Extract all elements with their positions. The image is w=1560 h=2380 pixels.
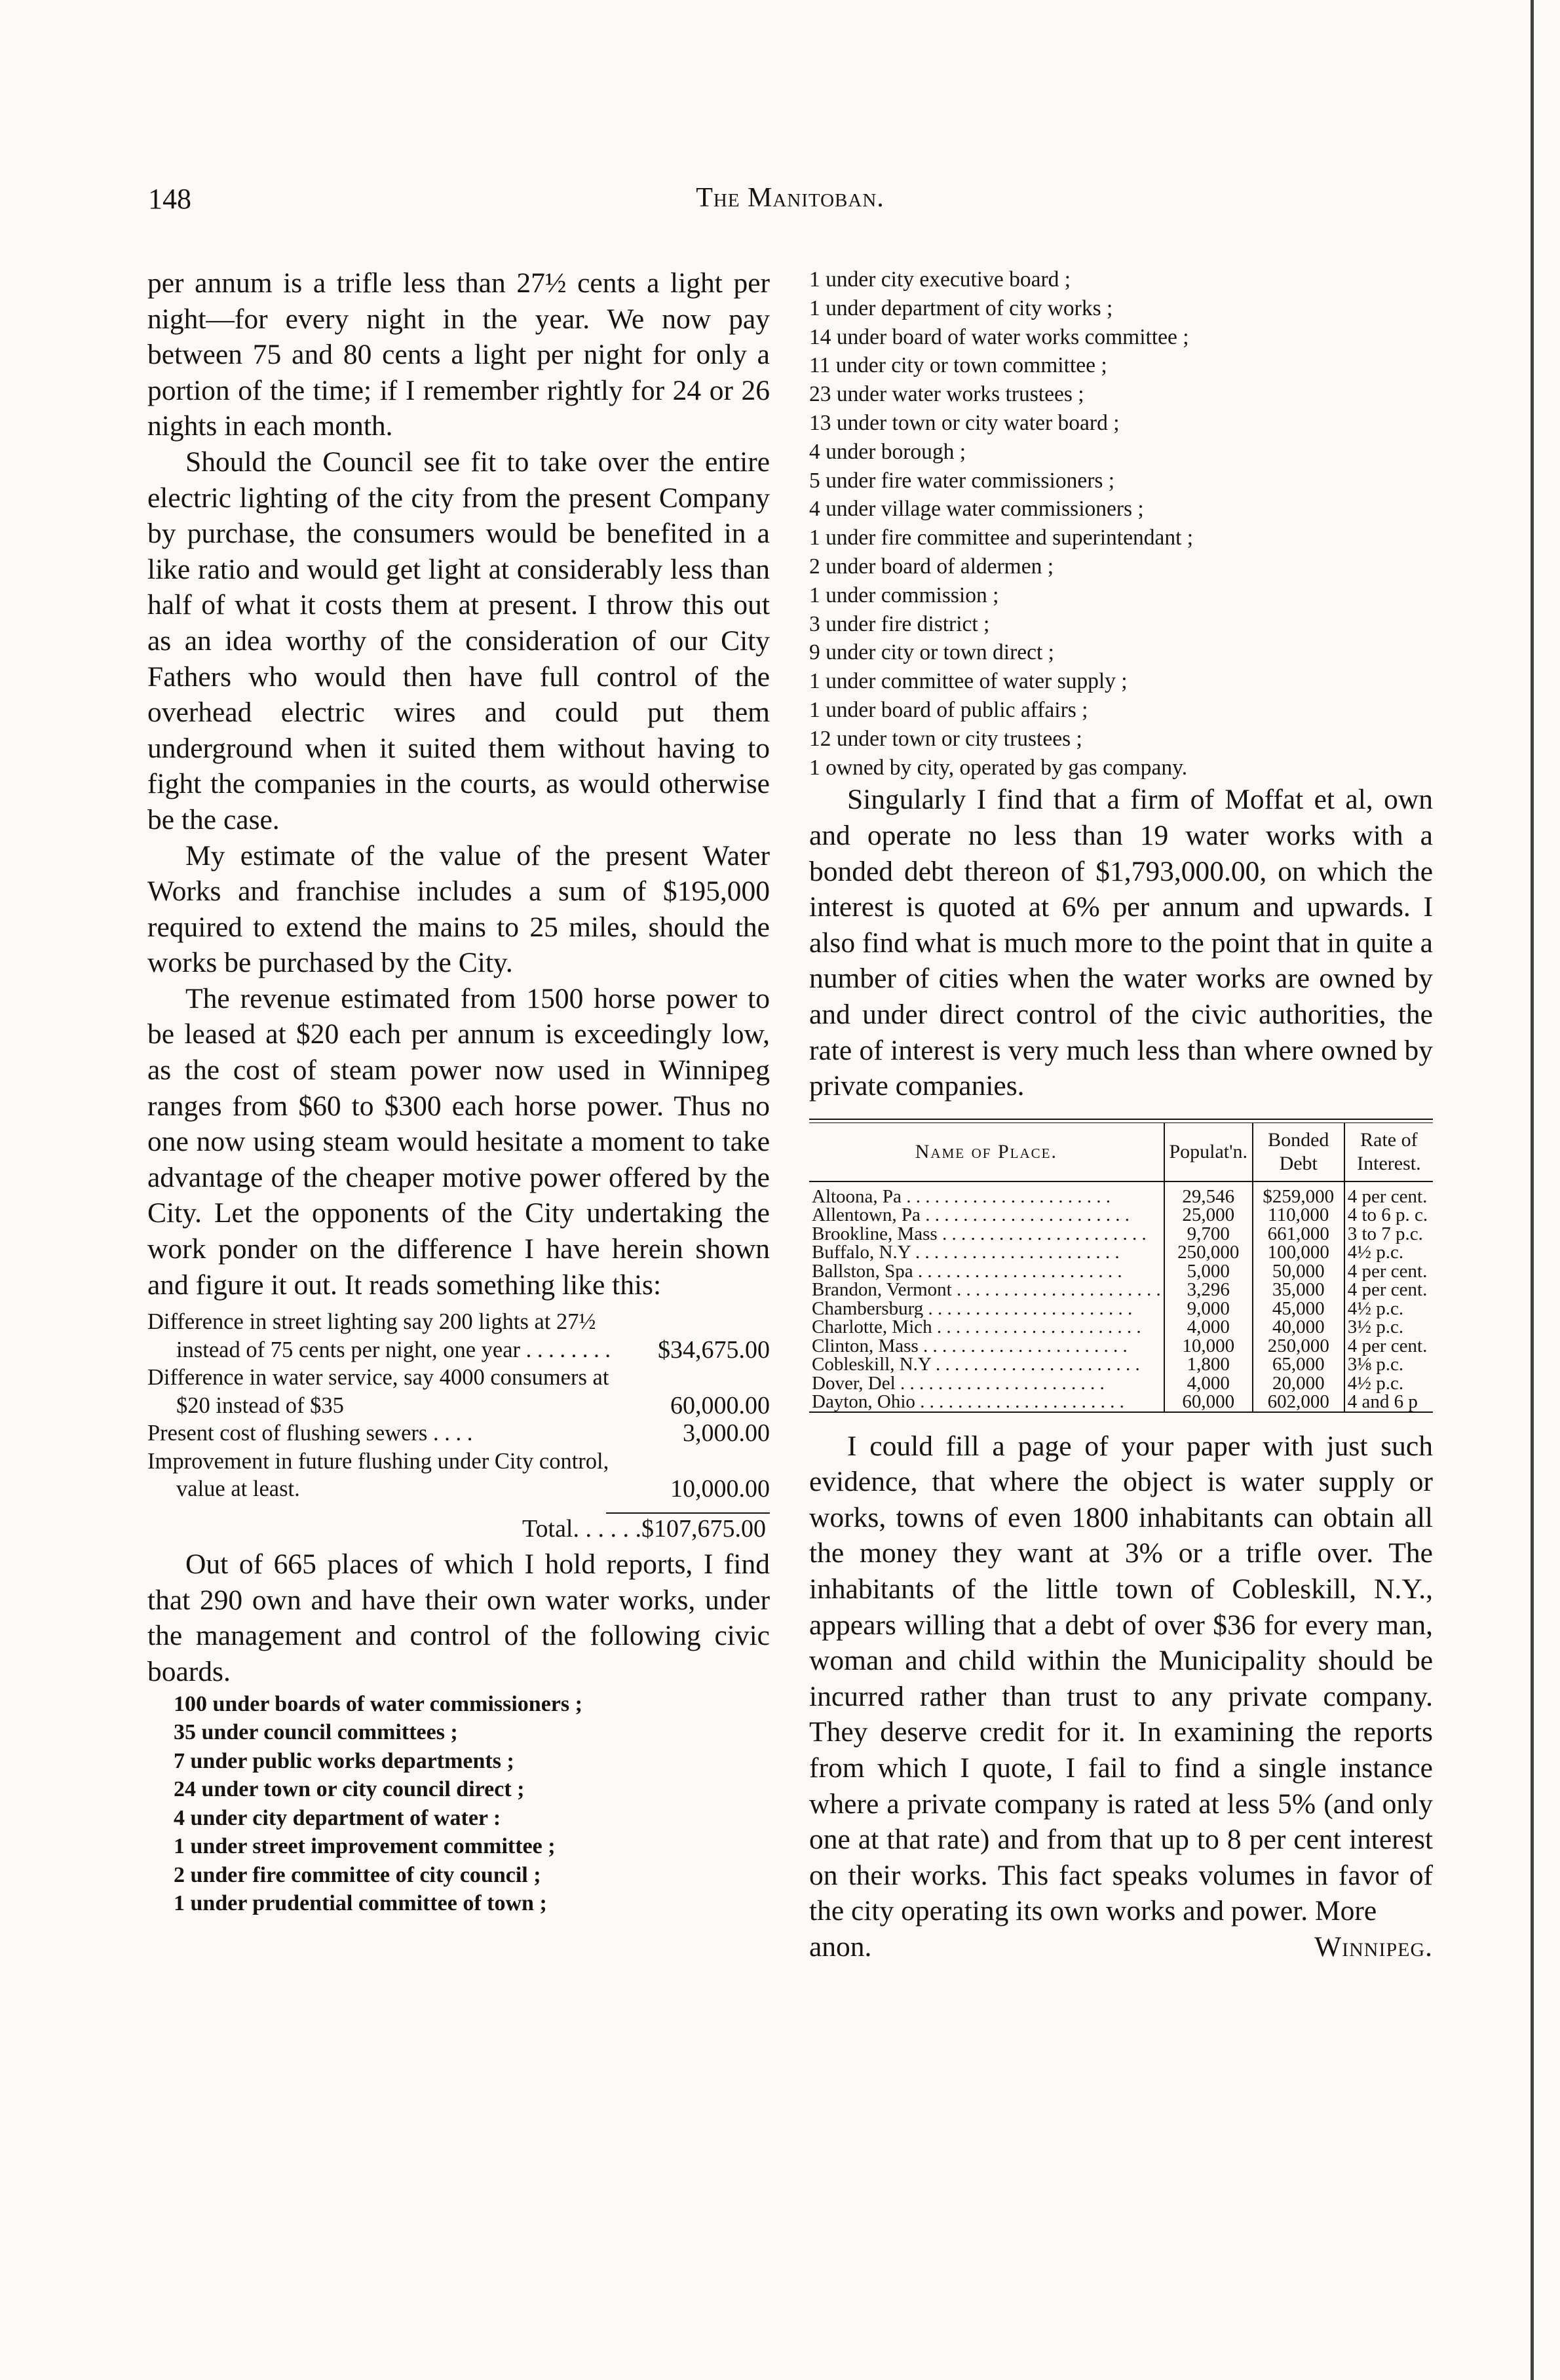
place-name: Altoona, Pa	[812, 1185, 902, 1206]
population-cell: 4,000	[1164, 1374, 1253, 1393]
population-cell: 9,700	[1164, 1225, 1253, 1244]
list-item: 1 under city executive board ;	[809, 267, 1071, 292]
leader-dots	[931, 1355, 1140, 1374]
table-row	[809, 1374, 1433, 1393]
left-column	[147, 265, 770, 1918]
civic-boards-list	[174, 1690, 770, 1918]
list-item: 12 under town or city trustees ;	[809, 726, 1082, 751]
debt-cell: 40,000	[1253, 1318, 1344, 1337]
list-item: 1 under fire committee and superintendant ;	[809, 526, 1194, 550]
population-cell: 3,296	[1164, 1280, 1253, 1299]
population-cell: 60,000	[1164, 1392, 1253, 1411]
calc-amount: 10,000.00	[670, 1475, 770, 1503]
list-item: 4 under village water commissioners ;	[809, 497, 1144, 522]
place-name: Ballston, Spa	[812, 1261, 913, 1281]
list-item: 1 under street improvement committee ;	[174, 1834, 556, 1859]
list-item: 2 under fire committee of city council ;	[174, 1862, 541, 1887]
calc-description: Improvement in future flushing under City control, value at least.	[147, 1448, 609, 1502]
leader-dots	[911, 1243, 1120, 1262]
table-row	[809, 1181, 1433, 1206]
list-item: 7 under public works departments ;	[174, 1748, 514, 1773]
total-rule	[606, 1512, 770, 1514]
paragraph: Should the Council see fit to take over the entire electric lighting of the city from the present Company by purchase, the consumers would be benefited in a like ratio and would get light at considerably less than half of what it costs them at present. I throw this out as an idea worthy of the consideration of our City Fathers who would then have full control of the overhead electric wires and could put them underground when it suited them without having to fight the companies in the courts, as would otherwise be the case.	[147, 446, 770, 835]
calc-amount: 3,000.00	[683, 1419, 770, 1448]
paragraph: The revenue estimated from 1500 horse power to be leased at $20 each per annum is exceedingly low, as the cost of steam power now used in Winnipeg ranges from $60 to $300 each horse power. Thus no one now using steam would hesitate a moment to take advantage of the cheaper motive power offered by the City. Let the opponents of the City undertaking the work ponder on the difference I have herein shown and figure it out. It reads something like this:	[147, 982, 770, 1301]
population-cell: 4,000	[1164, 1318, 1253, 1337]
water-works-table-frame	[809, 1119, 1433, 1413]
signoff-text: anon.	[809, 1931, 872, 1963]
paragraph: Out of 665 places of which I hold reports, I find that 290 own and have their own water works, under the management and control of the following civic boards.	[147, 1548, 770, 1687]
right-column	[809, 265, 1433, 1965]
interest-cell: 4½ p.c.	[1344, 1374, 1433, 1393]
list-item: 3 under fire district ;	[809, 611, 990, 636]
table-row	[809, 1280, 1433, 1299]
civic-boards-list-continued	[809, 265, 1433, 782]
debt-cell: 50,000	[1253, 1262, 1344, 1281]
interest-cell: 4 to 6 p. c.	[1344, 1206, 1433, 1225]
leader-dots	[921, 1206, 1130, 1225]
debt-cell: 602,000	[1253, 1392, 1344, 1411]
table-row	[809, 1206, 1433, 1225]
leader-dots	[952, 1280, 1161, 1299]
list-item: 1 under department of city works ;	[809, 296, 1113, 320]
calc-amount: $34,675.00	[658, 1335, 770, 1364]
calc-description: Difference in street lighting say 200 lights at 27½ instead of 75 cents per night, one year . . . . . . . .	[147, 1309, 611, 1362]
column-header: Bonded Debt	[1253, 1123, 1344, 1181]
place-name: Allentown, Pa	[812, 1206, 921, 1225]
interest-cell: 4 and 6 p	[1344, 1392, 1433, 1411]
list-item: 4 under borough ;	[809, 439, 966, 464]
place-name: Charlotte, Mich	[812, 1318, 932, 1337]
interest-cell: 4 per cent.	[1344, 1337, 1433, 1356]
signature: Winnipeg.	[1314, 1931, 1433, 1963]
list-item: 35 under council committees ;	[174, 1720, 458, 1745]
leader-dots	[902, 1186, 1111, 1206]
list-item: 4 under city department of water :	[174, 1805, 501, 1830]
list-item: 1 under committee of water supply ;	[809, 669, 1128, 694]
calc-row	[147, 1364, 770, 1419]
calc-row	[147, 1419, 770, 1448]
calc-description: Present cost of flushing sewers . . . .	[147, 1421, 473, 1446]
list-item: 2 under board of aldermen ;	[809, 554, 1054, 579]
column-header: Rate of Interest.	[1344, 1123, 1433, 1181]
population-cell: 29,546	[1164, 1181, 1253, 1206]
list-item: 1 under commission ;	[809, 583, 999, 607]
running-title: The Manitoban.	[696, 183, 885, 213]
place-name: Clinton, Mass	[812, 1336, 919, 1356]
population-cell: 250,000	[1164, 1243, 1253, 1262]
leader-dots	[919, 1337, 1128, 1356]
debt-cell: 35,000	[1253, 1280, 1344, 1299]
table-row	[809, 1318, 1433, 1337]
debt-cell: 20,000	[1253, 1374, 1344, 1393]
debt-cell: 100,000	[1253, 1243, 1344, 1262]
debt-cell: $259,000	[1253, 1181, 1344, 1206]
population-cell: 9,000	[1164, 1299, 1253, 1318]
debt-cell: 45,000	[1253, 1299, 1344, 1318]
interest-cell: 4 per cent.	[1344, 1181, 1433, 1206]
table-header-row	[809, 1123, 1433, 1181]
list-item: 1 under board of public affairs ;	[809, 697, 1088, 722]
list-item: 13 under town or city water board ;	[809, 410, 1120, 435]
interest-cell: 4½ p.c.	[1344, 1299, 1433, 1318]
calc-total: Total. . . . . .$107,675.00	[522, 1514, 766, 1543]
list-item: 23 under water works trustees ;	[809, 382, 1084, 407]
list-item: 14 under board of water works committee ;	[809, 324, 1189, 349]
table-row	[809, 1243, 1433, 1262]
list-item: 100 under boards of water commissioners ;	[174, 1691, 582, 1716]
leader-dots	[896, 1374, 1105, 1393]
cost-difference-calculation	[147, 1308, 770, 1543]
calc-row	[147, 1308, 770, 1364]
debt-cell: 661,000	[1253, 1225, 1344, 1244]
paragraph: per annum is a trifle less than 27½ cents a light per night—for every night in the year. We now pay between 75 and 80 cents a light per night for only a portion of the time; if I remember rightly for 24 or 26 nights in each month.	[147, 267, 770, 442]
column-header: Name of Place.	[809, 1123, 1164, 1181]
interest-cell: 3⅛ p.c.	[1344, 1355, 1433, 1374]
paragraph: Singularly I find that a firm of Moffat et al, own and operate no less than 19 water works with a bonded debt thereon of $1,793,000.00, on which the interest is quoted at 6% per annum and upwards. I also find what is much more to the point that in quite a number of cities when the water works are owned by and under direct control of the civic authorities, the rate of interest is very much less than where owned by private companies.	[809, 784, 1433, 1102]
place-name: Cobleskill, N.Y	[812, 1355, 931, 1374]
page-edge-rule	[1531, 0, 1534, 2380]
interest-cell: 3½ p.c.	[1344, 1318, 1433, 1337]
population-cell: 5,000	[1164, 1262, 1253, 1281]
list-item: 1 owned by city, operated by gas company.	[809, 755, 1188, 780]
list-item: 1 under prudential committee of town ;	[174, 1891, 547, 1916]
place-name: Brandon, Vermont	[812, 1280, 952, 1299]
place-name: Buffalo, N.Y	[812, 1243, 911, 1262]
page-number: 148	[148, 183, 191, 215]
leader-dots	[915, 1392, 1124, 1411]
table-row	[809, 1392, 1433, 1411]
column-header: Populat'n.	[1164, 1123, 1253, 1181]
population-cell: 25,000	[1164, 1206, 1253, 1225]
interest-cell: 3 to 7 p.c.	[1344, 1225, 1433, 1244]
leader-dots	[938, 1225, 1147, 1244]
place-name: Chambersburg	[812, 1299, 924, 1318]
place-name: Dover, Del	[812, 1373, 896, 1393]
paragraph: I could fill a page of your paper with just such evidence, that where the object is water supply or works, towns of even 1800 inhabitants can obtain all the money they want at 3% or a trifle over. The inhabitants of the little town of Cobleskill, N.Y., appears willing that a debt of over $36 for every man, woman and child within the Municipality should be incurred rather than trust to any private company. They deserve credit for it. In examining the reports from which I quote, I fail to find a single instance where a private company is rated at less 5% (and only one at that rate) and from that up to 8 per cent interest on their works. This fact speaks volumes in favor of the city operating its own works and power. More	[809, 1430, 1433, 1927]
page-header	[148, 182, 1432, 221]
signoff-line	[809, 1929, 1433, 1965]
debt-cell: 65,000	[1253, 1355, 1344, 1374]
water-works-table	[809, 1123, 1433, 1411]
population-cell: 10,000	[1164, 1337, 1253, 1356]
place-name: Brookline, Mass	[812, 1224, 938, 1244]
debt-cell: 110,000	[1253, 1206, 1344, 1225]
calc-amount: 60,000.00	[670, 1391, 770, 1419]
leader-dots	[913, 1262, 1122, 1281]
paragraph: My estimate of the value of the present Water Works and franchise includes a sum of $195,000 required to extend the mains to 25 miles, should the works be purchased by the City.	[147, 839, 770, 979]
table-row	[809, 1337, 1433, 1356]
leader-dots	[923, 1299, 1132, 1318]
list-item: 5 under fire water commissioners ;	[809, 468, 1115, 493]
table-row	[809, 1262, 1433, 1281]
debt-cell: 250,000	[1253, 1337, 1344, 1356]
leader-dots	[932, 1318, 1141, 1337]
calc-row	[147, 1448, 770, 1503]
population-cell: 1,800	[1164, 1355, 1253, 1374]
calc-description: Difference in water service, say 4000 consumers at $20 instead of $35	[147, 1365, 609, 1418]
interest-cell: 4 per cent.	[1344, 1262, 1433, 1281]
interest-cell: 4 per cent.	[1344, 1280, 1433, 1299]
table-row	[809, 1355, 1433, 1374]
list-item: 24 under town or city council direct ;	[174, 1777, 525, 1802]
table-row	[809, 1225, 1433, 1244]
list-item: 11 under city or town committee ;	[809, 353, 1107, 378]
list-item: 9 under city or town direct ;	[809, 640, 1054, 665]
table-row	[809, 1299, 1433, 1318]
interest-cell: 4½ p.c.	[1344, 1243, 1433, 1262]
place-name: Dayton, Ohio	[812, 1392, 915, 1411]
